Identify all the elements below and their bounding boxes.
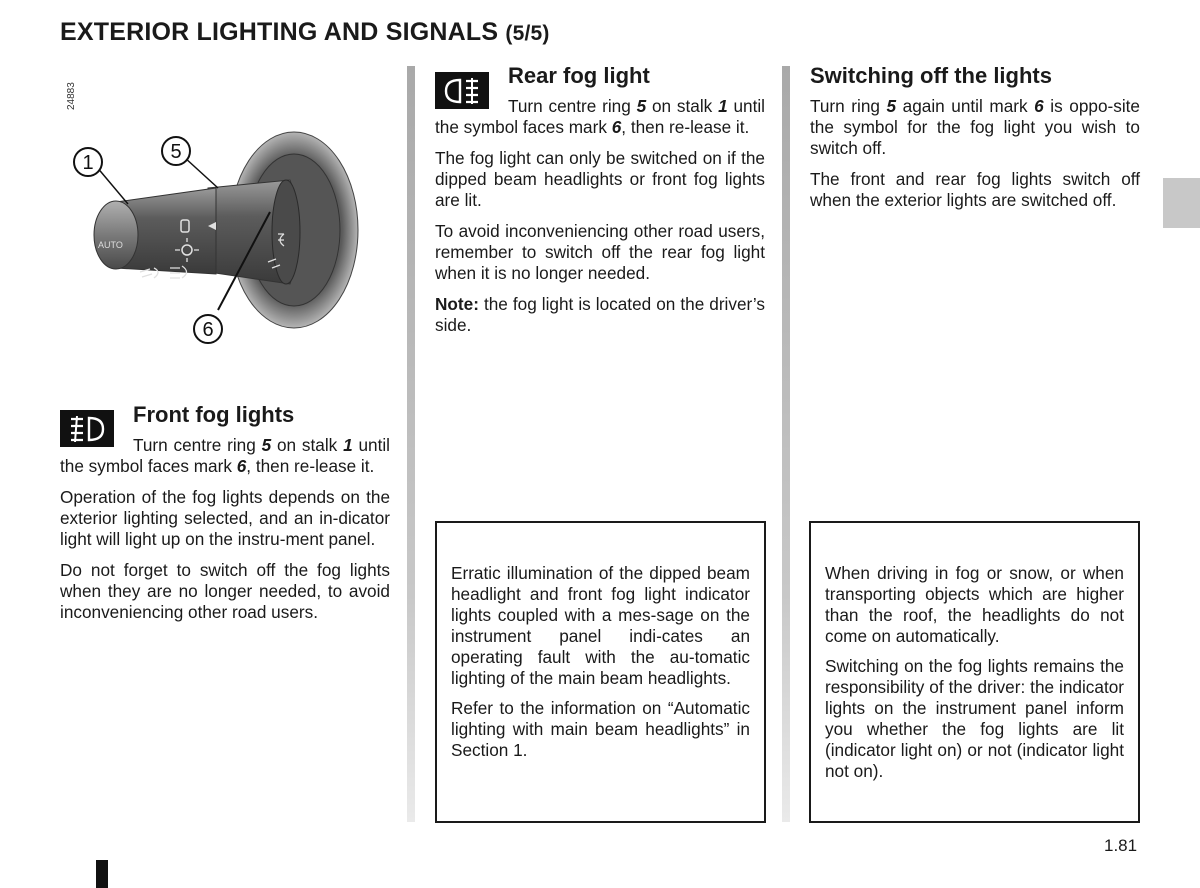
- page-title: [60, 18, 550, 47]
- ring-ref: 5: [636, 96, 647, 116]
- note-label: Note:: [435, 294, 479, 314]
- section-tab: [1163, 178, 1200, 228]
- stalk-figure: [58, 62, 398, 362]
- text: is oppo-site the symbol for the fog light you wish to switch off.: [810, 96, 1140, 158]
- figure-reference-code: 24883: [66, 82, 77, 110]
- switch-off-paragraph-2: The front and rear fog lights switch off when the exterior lights are switched off.: [810, 169, 1140, 210]
- text: , then re-lease it.: [246, 456, 375, 476]
- mark-ref: 6: [236, 456, 247, 476]
- switch-off-section: [810, 96, 1140, 211]
- text: Turn ring: [810, 96, 887, 116]
- column-divider-right: [782, 66, 790, 822]
- note-box-fog-snow: [809, 521, 1140, 823]
- corner-crop-mark: [96, 860, 108, 888]
- callout-6-label: 6: [202, 319, 214, 341]
- front-fog-paragraph-1: [60, 435, 390, 477]
- switch-off-paragraph-1: [810, 96, 1140, 159]
- rear-fog-paragraph-1: [435, 96, 765, 138]
- page-number: 1.81: [1104, 836, 1138, 855]
- mark-ref: 6: [611, 117, 622, 137]
- rear-fog-paragraph-2: The fog light can only be switched on if the dipped beam headlights or front fog lights are lit.: [435, 148, 765, 210]
- stalk-ref: 1: [718, 96, 728, 116]
- stalk-illustration: [58, 62, 398, 362]
- ring-ref: 5: [261, 435, 272, 455]
- page-title-text: EXTERIOR LIGHTING AND SIGNALS: [60, 18, 499, 46]
- stalk-auto-label: AUTO: [98, 240, 123, 250]
- text: Turn centre ring: [133, 435, 262, 455]
- rear-fog-note: [435, 294, 765, 336]
- front-fog-section: [60, 435, 390, 623]
- callout-1-label: 1: [82, 152, 94, 174]
- text: on stalk: [271, 435, 344, 455]
- note-box-middle-paragraph-1: Erratic illumination of the dipped beam headlight and front fog light indicator lights coupled with a mes-sage on the instrument panel indi-cates an operating fault with the au-tomatic lighting of the main beam headlights.: [451, 563, 750, 688]
- note-box-right-paragraph-2: Switching on the fog lights remains the responsibility of the driver: the indicator lights on the instrument panel inform you whether the fog lights are lit (indicator light on) or not (indicator light not on).: [825, 656, 1124, 781]
- page-title-suffix: (5/5): [505, 22, 550, 45]
- text: on stalk: [646, 96, 719, 116]
- rear-fog-heading: Rear fog light: [508, 63, 650, 88]
- mark-ref: 6: [1034, 96, 1044, 116]
- stalk-ref: 1: [343, 435, 353, 455]
- rear-fog-section: [435, 96, 765, 336]
- text: Turn centre ring: [508, 96, 637, 116]
- callout-5-label: 5: [170, 141, 182, 163]
- switch-off-heading: Switching off the lights: [810, 63, 1052, 88]
- rear-fog-paragraph-3: To avoid inconveniencing other road users, remember to switch off the rear fog light when it is no longer needed.: [435, 221, 765, 283]
- front-fog-heading: Front fog lights: [133, 402, 295, 427]
- ring-ref: 5: [886, 96, 897, 116]
- text: again until mark: [896, 96, 1035, 116]
- note-box-middle-paragraph-2: Refer to the information on “Automatic lighting with main beam headlights” in Section 1.: [451, 698, 750, 760]
- front-fog-paragraph-2: Operation of the fog lights depends on the exterior lighting selected, and an in-dicator light will light up on the instru-ment panel.: [60, 487, 390, 549]
- column-divider-left: [407, 66, 415, 822]
- front-fog-paragraph-3: Do not forget to switch off the fog lights when they are no longer needed, to avoid inconveniencing other road users.: [60, 560, 390, 622]
- note-text: the fog light is located on the driver’s side.: [435, 294, 765, 335]
- text: , then re-lease it.: [621, 117, 750, 137]
- note-box-right-paragraph-1: When driving in fog or snow, or when transporting objects which are higher than the roof, the headlights do not come on automatically.: [825, 563, 1124, 646]
- text: until the symbol faces mark: [435, 96, 765, 137]
- text: until the symbol faces mark: [60, 435, 390, 476]
- note-box-automatic-lighting: [435, 521, 766, 823]
